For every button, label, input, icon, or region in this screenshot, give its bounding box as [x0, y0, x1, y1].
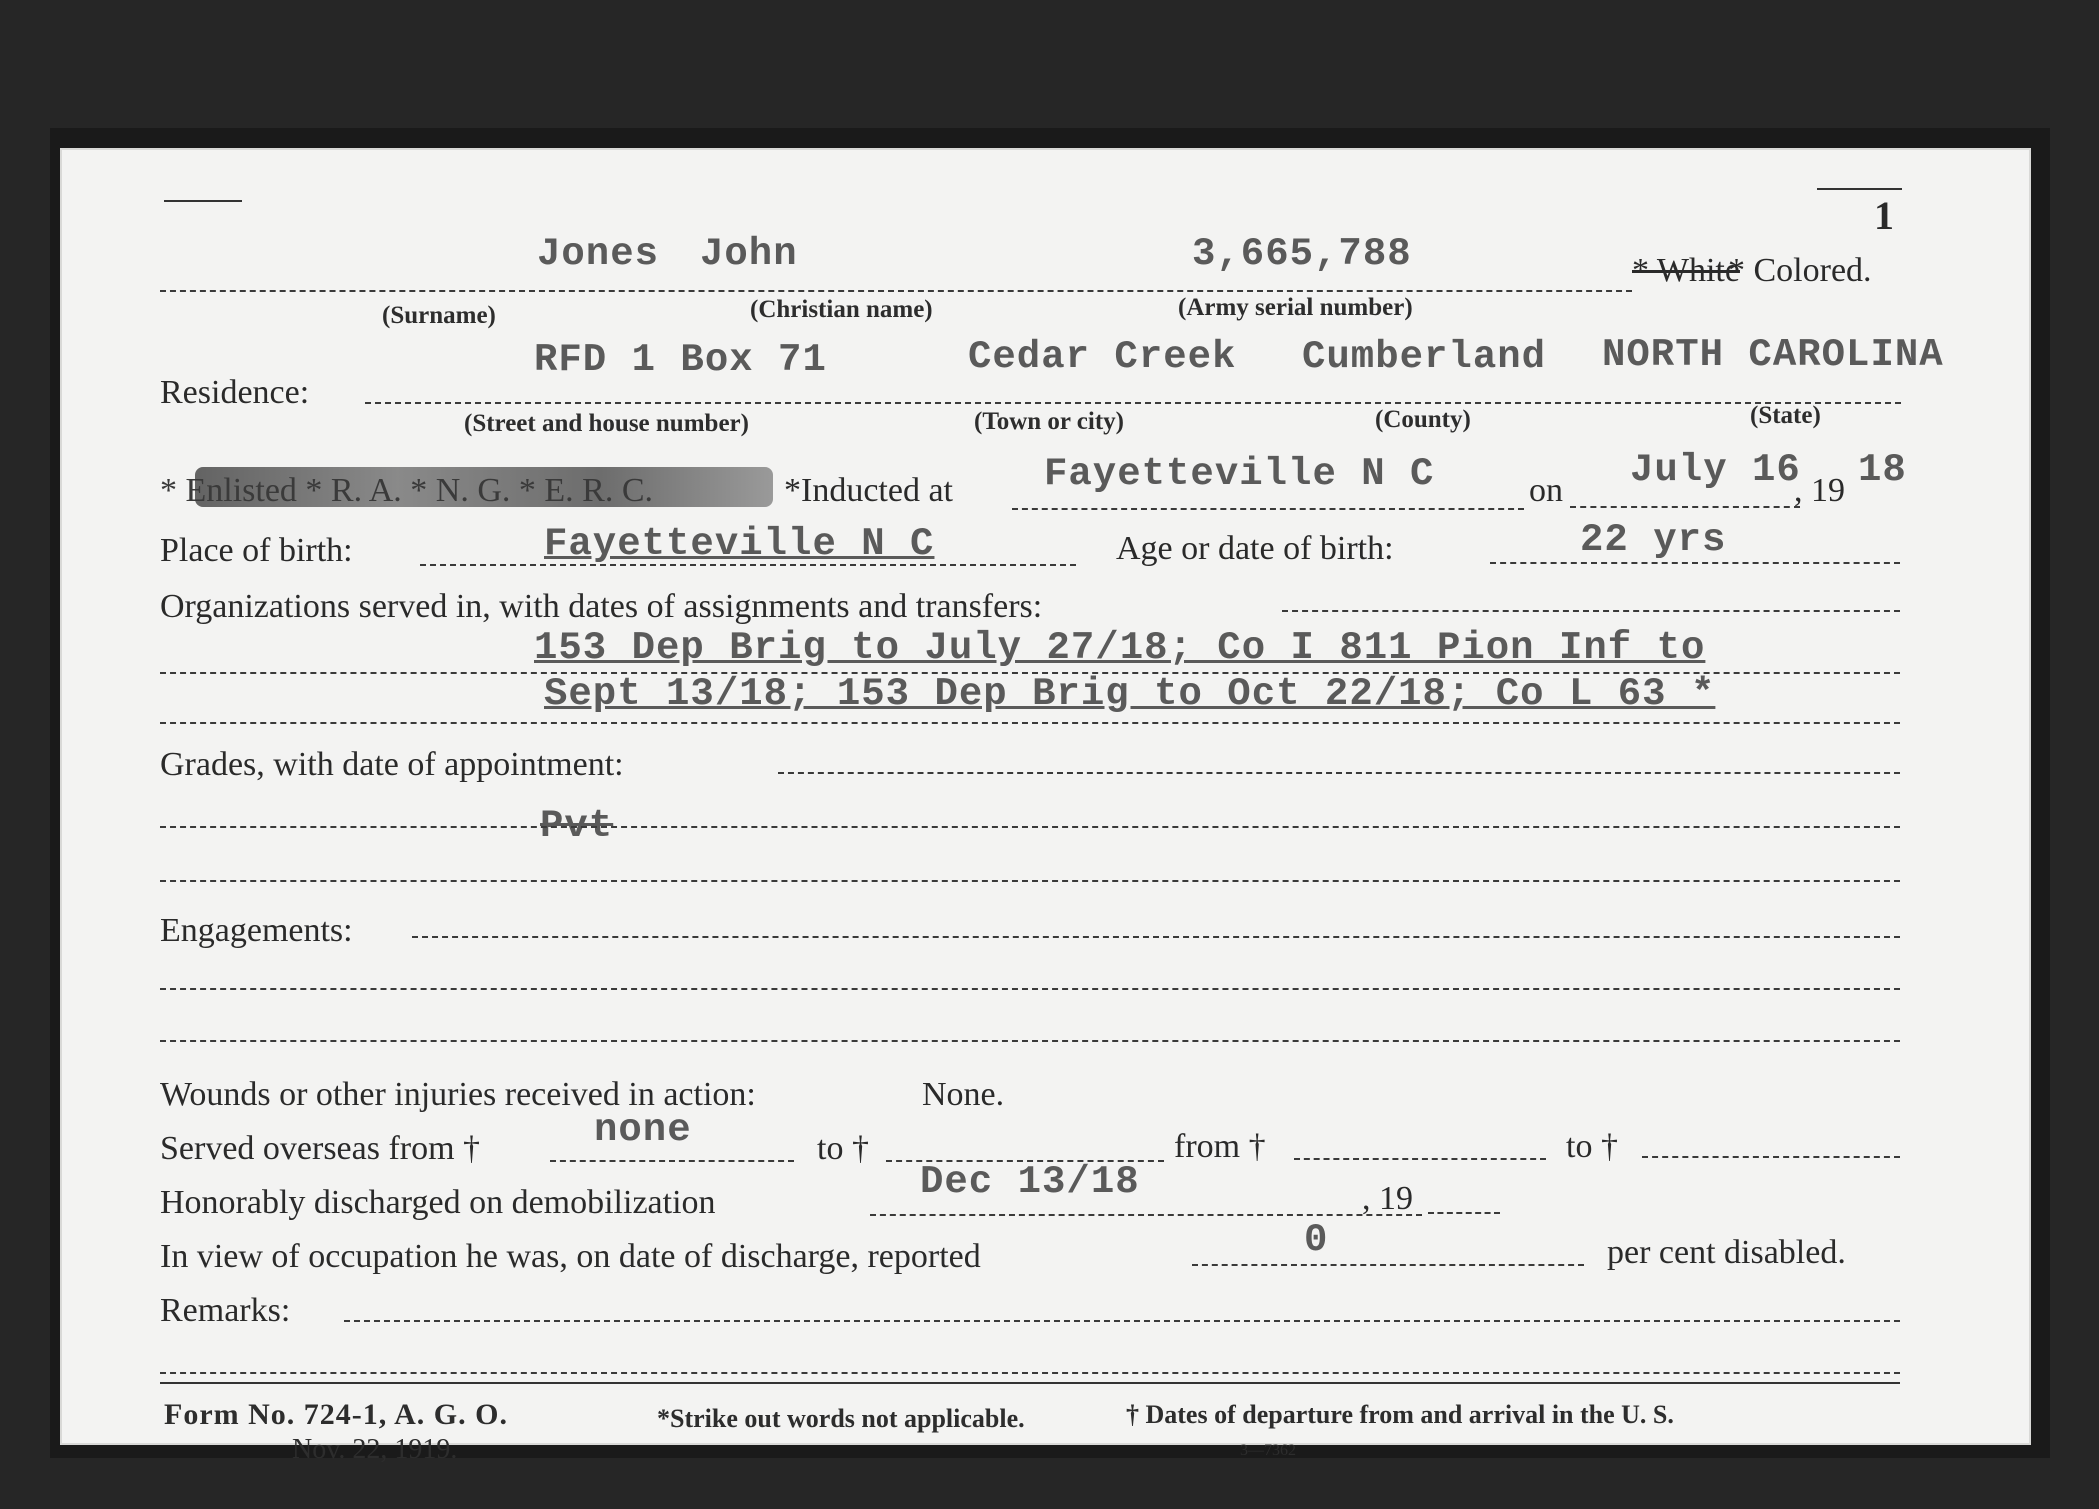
form-number: Form No. 724-1, A. G. O. [164, 1398, 508, 1431]
serial-number-caption: (Army serial number) [1178, 294, 1413, 321]
engagements-line-2 [160, 1040, 1900, 1042]
name-line [160, 290, 1632, 292]
surname-caption: (Surname) [382, 302, 496, 329]
discharge-year-line [1428, 1212, 1500, 1214]
town-caption: (Town or city) [974, 408, 1124, 435]
strike-note: *Strike out words not applicable. [657, 1404, 1025, 1433]
age-label: Age or date of birth: [1116, 530, 1394, 567]
overseas-label: Served overseas from † [160, 1130, 481, 1167]
age-line [1490, 562, 1900, 564]
overseas-to2-line [1642, 1156, 1900, 1158]
overseas-from-line [550, 1160, 794, 1162]
remarks-line-0 [344, 1320, 1900, 1322]
inducted-label: *Inducted at [784, 472, 953, 509]
footer-rule [160, 1382, 1900, 1384]
remarks-label: Remarks: [160, 1292, 291, 1329]
induction-year-prefix: , 19 [1794, 472, 1845, 509]
residence-state-value: NORTH CAROLINA [1602, 333, 1944, 377]
top-left-rule [164, 200, 242, 202]
organizations-line-2 [160, 722, 1900, 724]
residence-town-value: Cedar Creek [968, 335, 1237, 379]
discharge-line [870, 1214, 1422, 1216]
overseas-from2-line [1294, 1158, 1546, 1160]
engagements-line-1 [160, 988, 1900, 990]
wounds-value: None. [922, 1076, 1005, 1113]
discharge-date-value: Dec 13/18 [920, 1160, 1140, 1204]
street-caption: (Street and house number) [464, 410, 749, 437]
organizations-line-0 [1282, 610, 1900, 612]
organizations-line-1-value: 153 Dep Brig to July 27/18; Co I 811 Pion Inf to [534, 626, 1706, 670]
engagements-line-0 [412, 936, 1900, 938]
dates-note: † Dates of departure from and arrival in the U. S. [1126, 1400, 1674, 1429]
overseas-from2-label: from † [1174, 1128, 1266, 1165]
place-of-birth-label: Place of birth: [160, 532, 353, 569]
disability-percent-value: 0 [1304, 1218, 1329, 1262]
overseas-to2-label: to † [1566, 1128, 1618, 1165]
wounds-label: Wounds or other injuries received in action: [160, 1076, 756, 1113]
disability-label: In view of occupation he was, on date of discharge, reported [160, 1238, 981, 1275]
service-record-card [62, 150, 2029, 1465]
engagements-label: Engagements: [160, 912, 353, 949]
grades-line-0 [778, 772, 1900, 774]
disability-suffix: per cent disabled. [1607, 1234, 1846, 1271]
discharge-year-prefix: , 19 [1362, 1180, 1413, 1217]
christian-name-caption: (Christian name) [750, 296, 933, 323]
card-number: 1 [1874, 193, 1894, 238]
state-caption: (State) [1750, 402, 1821, 429]
print-code: 3—7362 [1240, 1442, 1296, 1459]
grades-value: Pvt [540, 804, 614, 848]
grades-label: Grades, with date of appointment: [160, 746, 624, 783]
surname-value: Jones [537, 232, 660, 276]
christian-name-value: John [700, 232, 798, 276]
induction-date-line [1570, 506, 1800, 508]
serial-number-value: 3,665,788 [1192, 232, 1412, 276]
inducted-at-value: Fayetteville N C [1044, 452, 1435, 496]
residence-label: Residence: [160, 374, 310, 411]
disability-line [1192, 1264, 1584, 1266]
inducted-line [1012, 508, 1524, 510]
on-label: on [1529, 472, 1563, 509]
residence-street-value: RFD 1 Box 71 [534, 338, 827, 382]
organizations-line-2-value: Sept 13/18; 153 Dep Brig to Oct 22/18; Co L 63 * [544, 672, 1716, 716]
race-white: * White [1632, 252, 1740, 289]
residence-county-value: Cumberland [1302, 335, 1547, 379]
induction-date-value: July 16 [1630, 448, 1801, 492]
place-of-birth-value: Fayetteville N C [544, 522, 935, 566]
enlistment-options: * Enlisted * R. A. * N. G. * E. R. C. [160, 472, 654, 509]
age-value: 22 yrs [1580, 518, 1727, 562]
induction-year-value: 18 [1858, 448, 1907, 492]
residence-line [365, 402, 1901, 404]
overseas-from-value: none [594, 1108, 692, 1152]
remarks-line-1 [160, 1372, 1900, 1374]
grades-line-1 [160, 826, 1900, 828]
overseas-to-label: to † [817, 1130, 869, 1167]
county-caption: (County) [1375, 406, 1471, 433]
grades-line-2 [160, 880, 1900, 882]
organizations-label: Organizations served in, with dates of assignments and transfers: [160, 588, 1043, 625]
race-colored: * Colored. [1728, 252, 1872, 289]
form-date: Nov. 22, 1919. [292, 1434, 458, 1465]
top-right-rule [1817, 188, 1902, 190]
discharge-label: Honorably discharged on demobilization [160, 1184, 716, 1221]
